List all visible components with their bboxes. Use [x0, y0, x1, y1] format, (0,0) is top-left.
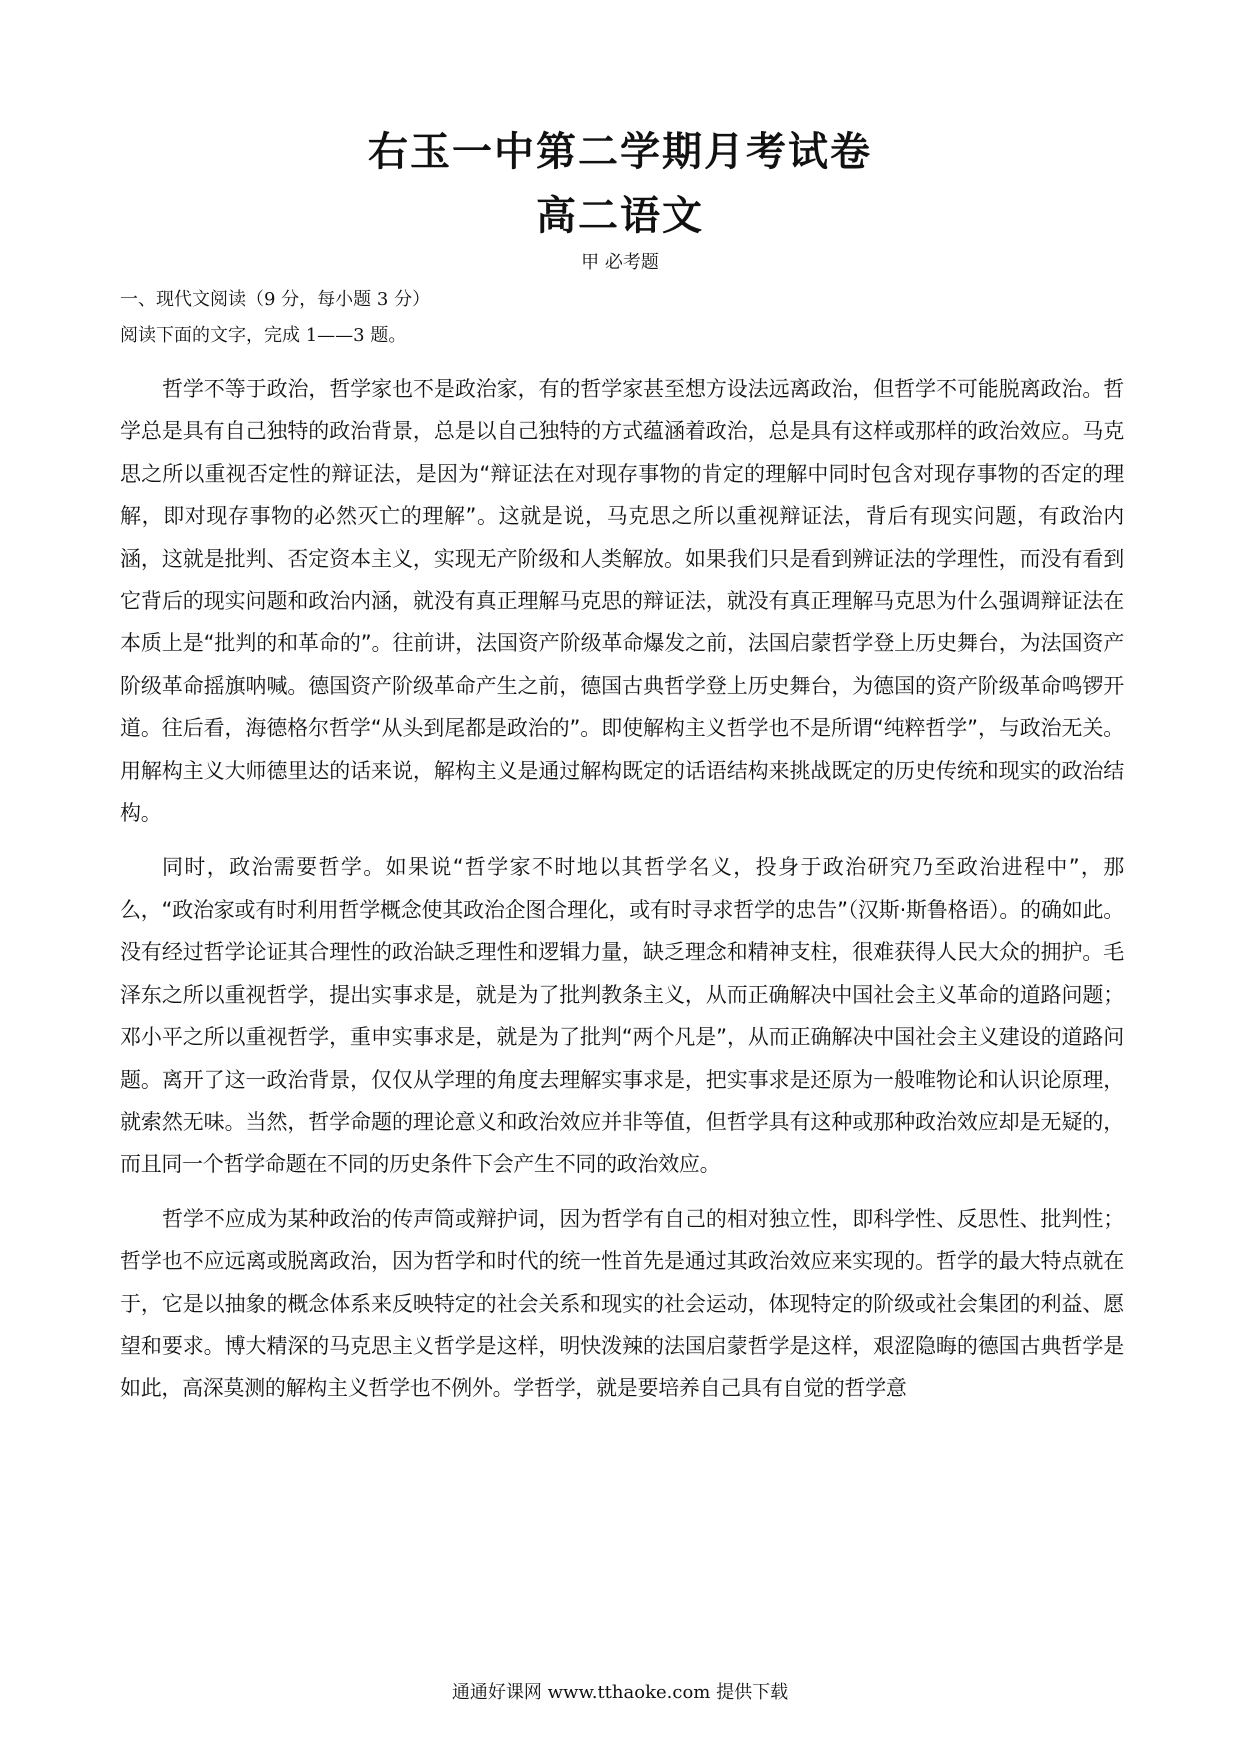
reading-passage: [120, 368, 1124, 1422]
passage-paragraph-1: 哲学不等于政治，哲学家也不是政治家，有的哲学家甚至想方设法远离政治，但哲学不可能脱离政治。哲学总是具有自己独特的政治背景，总是以自己独特的方式蕴涵着政治，总是具有这样或那样的政治效应。马克思之所以重视否定性的辩证法，是因为“辩证法在对现存事物的肯定的理解中同时包含对现存事物的否定的理解，即对现存事物的必然灭亡的理解”。这就是说，马克思之所以重视辩证法，背后有现实问题，有政治内涵，这就是批判、否定资本主义，实现无产阶级和人类解放。如果我们只是看到辨证法的学理性，而没有看到它背后的现实问题和政治内涵，就没有真正理解马克思的辩证法，就没有真正理解马克思为什么强调辩证法在本质上是“批判的和革命的”。往前讲，法国资产阶级革命爆发之前，法国启蒙哲学登上历史舞台，为法国资产阶级革命摇旗呐喊。德国资产阶级革命产生之前，德国古典哲学登上历史舞台，为德国的资产阶级革命鸣锣开道。往后看，海德格尔哲学“从头到尾都是政治的”。即使解构主义哲学也不是所谓“纯粹哲学”，与政治无关。用解构主义大师德里达的话来说，解构主义是通过解构既定的话语结构来挑战既定的历史传统和现实的政治结构。: [120, 377, 1124, 826]
part-label: 甲 必考题: [581, 252, 659, 273]
exam-subtitle: 高二语文: [536, 192, 704, 239]
page-footer: 通通好课网 www.tthaoke.com 提供下载: [451, 1682, 789, 1703]
section-heading: 一、现代文阅读（9 分，每小题 3 分）: [120, 289, 431, 310]
passage-paragraph-2: 同时，政治需要哲学。如果说“哲学家不时地以其哲学名义，投身于政治研究乃至政治进程中”，那么，“政治家或有时利用哲学概念使其政治企图合理化，或有时寻求哲学的忠告”（汉斯·斯鲁格语）。的确如此。没有经过哲学论证其合理性的政治缺乏理性和逻辑力量，缺乏理念和精神支柱，很难获得人民大众的拥护。毛泽东之所以重视哲学，提出实事求是，就是为了批判教条主义，从而正确解决中国社会主义革命的道路问题；邓小平之所以重视哲学，重申实事求是，就是为了批判“两个凡是”，从而正确解决中国社会主义建设的道路问题。离开了这一政治背景，仅仅从学理的角度去理解实事求是，把实事求是还原为一般唯物论和认识论原理，就索然无味。当然，哲学命题的理论意义和政治效应并非等值，但哲学具有这种或那种政治效应却是无疑的，而且同一个哲学命题在不同的历史条件下会产生不同的政治效应。: [120, 855, 1124, 1177]
passage-paragraph-3: 哲学不应成为某种政治的传声筒或辩护词，因为哲学有自己的相对独立性，即科学性、反思性、批判性；哲学也不应远离或脱离政治，因为哲学和时代的统一性首先是通过其政治效应来实现的。哲学的最大特点就在于，它是以抽象的概念体系来反映特定的社会关系和现实的社会运动，体现特定的阶级或社会集团的利益、愿望和要求。博大精深的马克思主义哲学是这样，明快泼辣的法国启蒙哲学是这样，艰涩隐晦的德国古典哲学是如此，高深莫测的解构主义哲学也不例外。学哲学，就是要培养自己具有自觉的哲学意: [120, 1206, 1124, 1401]
reading-instruction: 阅读下面的文字，完成 1——3 题。: [120, 325, 407, 346]
exam-title: 右玉一中第二学期月考试卷: [368, 128, 872, 175]
